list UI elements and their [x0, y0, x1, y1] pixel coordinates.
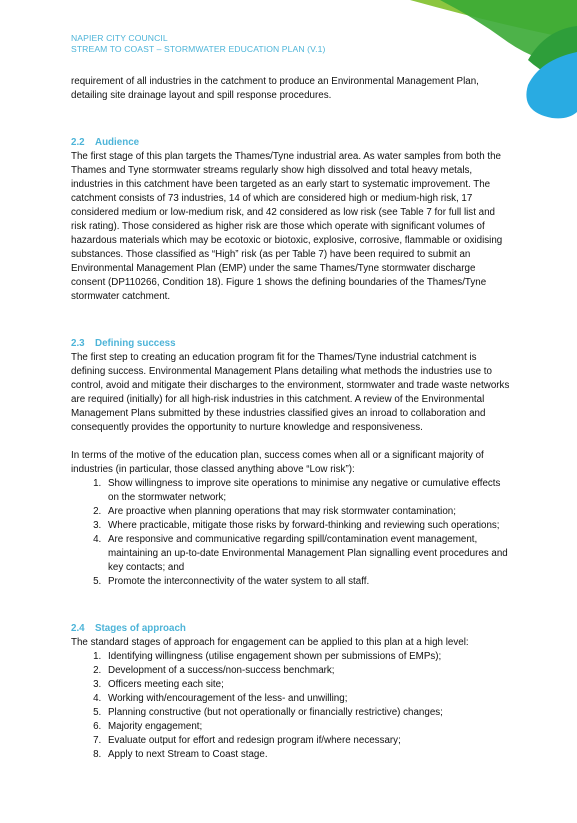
intro-paragraph: requirement of all industries in the catchment to produce an Environmental Management Plan, detailing site drainage layout and spill response procedures. [71, 76, 479, 101]
section-heading-stages [71, 622, 511, 636]
list-item: 6. Majority engagement; [104, 720, 511, 734]
list-item: 1. Identifying willingness (utilise engagement shown per submissions of EMPs); [104, 650, 511, 664]
list-item: 8. Apply to next Stream to Coast stage. [104, 748, 511, 762]
section-title: Audience [95, 137, 140, 148]
section-number: 2.3 [71, 338, 85, 349]
success-criteria-list [71, 477, 511, 589]
corner-light-green-band [410, 0, 577, 40]
success-paragraph-2: In terms of the motive of the education plan, success comes when all or a significant majority of industries (in particular, those classed anything above “Low risk”): [71, 450, 484, 475]
list-item: 4. Working with/encouragement of the less- and unwilling; [104, 692, 511, 706]
list-item: 4. Are responsive and communicative regarding spill/contamination event management, maintaining an up-to-date Environmental Management Plan signalling event procedures and key contacts; and [104, 533, 511, 575]
section-title: Defining success [95, 338, 176, 349]
stages-list [71, 650, 511, 762]
section-heading-audience [71, 136, 511, 150]
list-item: 1. Show willingness to improve site operations to minimise any negative or cumulative effects on the stormwater network; [104, 477, 511, 505]
list-item: 5. Planning constructive (but not operationally or financially restrictive) changes; [104, 706, 511, 720]
list-item: 2. Are proactive when planning operations that may risk stormwater contamination; [104, 505, 511, 519]
document-header [71, 33, 325, 54]
section-number: 2.2 [71, 137, 85, 148]
page-content [71, 75, 511, 762]
list-item: 3. Officers meeting each site; [104, 678, 511, 692]
corner-green-shape [440, 0, 577, 68]
stages-paragraph: The standard stages of approach for engagement can be applied to this plan at a high level: [71, 637, 469, 648]
header-organisation: NAPIER CITY COUNCIL [71, 33, 168, 43]
header-document-title: STREAM TO COAST – STORMWATER EDUCATION PLAN (V.1) [71, 43, 326, 54]
list-item: 5. Promote the interconnectivity of the water system to all staff. [104, 575, 511, 589]
success-paragraph-1: The first step to creating an education program fit for the Thames/Tyne industrial catchment is defining success. Environmental Management Plans detailing what methods the industries use to control, avoid and mitigate their discharges to the environment, stormwater and trade waste networks are required (initially) for all high-risk industries in this catchment. A review of the Environmental Management Plans submitted by these industries classified gives an inroad to collaboration and consequently provides the opportunity to nurture knowledge and responsiveness. [71, 352, 510, 433]
corner-blue-drop [526, 52, 577, 118]
corner-green-wave [528, 26, 577, 82]
section-title: Stages of approach [95, 623, 186, 634]
list-item: 2. Development of a success/non-success benchmark; [104, 664, 511, 678]
section-number: 2.4 [71, 623, 85, 634]
list-item: 3. Where practicable, mitigate those risks by forward-thinking and reviewing such operations; [104, 519, 511, 533]
section-heading-success [71, 337, 511, 351]
audience-paragraph: The first stage of this plan targets the Thames/Tyne industrial area. As water samples from both the Thames and Tyne stormwater streams regularly show high dissolved and total heavy metals, industries in this catchment have been targeted as an early start to systematic improvement. The catchment consists of 73 industries, 14 of which are considered high or medium-high risk, 17 considered medium or low-medium risk, and 42 considered as low risk (see Table 7 for full list and risk rating). Those considered as higher risk are those which operate with significant volumes of hazardous materials which may be ecotoxic or biotoxic, explosive, corrosive, flammable or oxidising substances. Those classified as “High” risk (as per Table 7) have been required to submit an Environmental Management Plan (EMP) under the same Thames/Tyne stormwater discharge consent (DP110266, Condition 18). Figure 1 shows the defining boundaries of the Thames/Tyne stormwater catchment. [71, 151, 503, 302]
list-item: 7. Evaluate output for effort and redesign program if/where necessary; [104, 734, 511, 748]
